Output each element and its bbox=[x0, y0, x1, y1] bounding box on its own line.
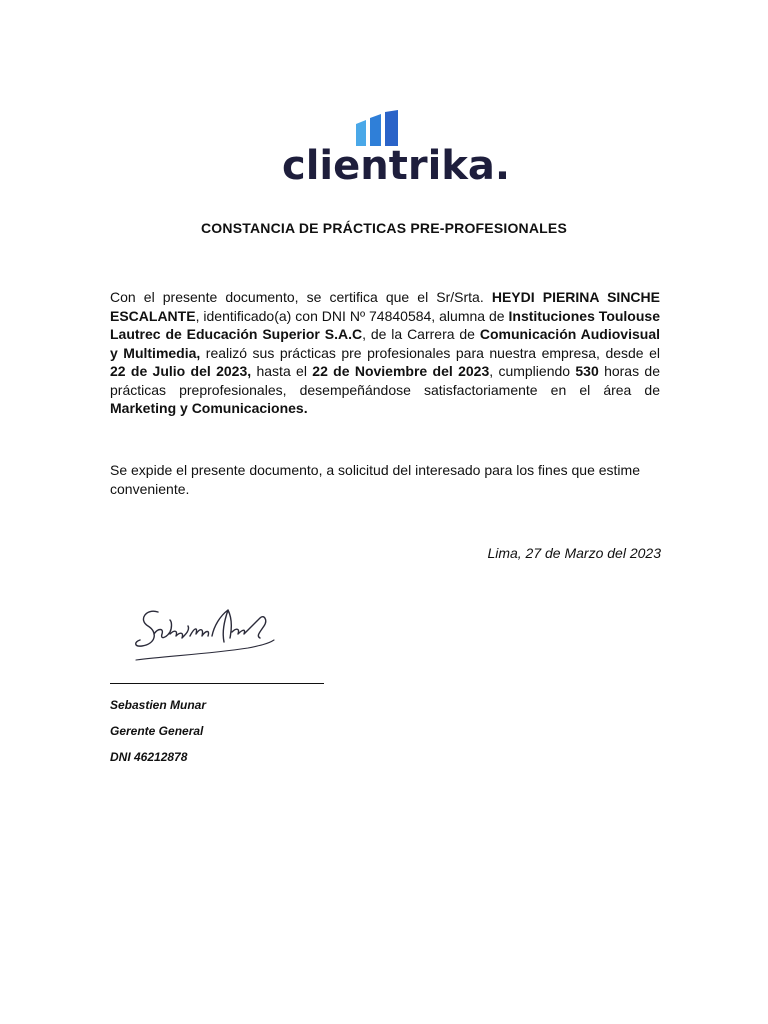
signer-role: Gerente General bbox=[110, 724, 204, 738]
text-id: , identificado(a) con DNI Nº 74840584, alumna de bbox=[195, 307, 509, 324]
logo-wordmark: clientrika. bbox=[282, 143, 511, 189]
text-fulfilling: , cumpliendo bbox=[489, 363, 576, 379]
bar-chart-logo-icon bbox=[354, 110, 402, 146]
text-intro: Con el presente documento, se certifica que el Sr/Srta. bbox=[110, 289, 492, 305]
text-career-intro: , de la Carrera de bbox=[362, 326, 480, 342]
work-area: Marketing y Comunicaciones. bbox=[110, 400, 308, 416]
handwritten-signature bbox=[128, 598, 278, 668]
signer-dni: DNI 46212878 bbox=[110, 750, 188, 764]
certification-paragraph bbox=[110, 288, 660, 418]
document-title: CONSTANCIA DE PRÁCTICAS PRE-PROFESIONALES bbox=[201, 220, 567, 236]
start-date: 22 de Julio del 2023, bbox=[110, 363, 252, 379]
hours-count: 530 bbox=[575, 363, 599, 379]
career-name: Comunicación Audiovisual y Multimedia, bbox=[110, 326, 660, 361]
text-practices: realizó sus prácticas pre profesionales para nuestra empresa, desde el bbox=[200, 344, 660, 361]
issuance-paragraph: Se expide el presente documento, a solicitud del interesado para los fines que estime conveniente. bbox=[110, 462, 640, 497]
signature-line bbox=[110, 673, 324, 684]
student-name: HEYDI PIERINA SINCHE ESCALANTE bbox=[110, 289, 660, 324]
company-logo bbox=[282, 108, 511, 192]
text-performance: horas de prácticas preprofesionales, desempeñándose satisfactoriamente en el área de bbox=[110, 363, 660, 398]
signer-name: Sebastien Munar bbox=[110, 698, 207, 712]
institution-name: Instituciones Toulouse Lautrec de Educación Superior S.A.C bbox=[110, 307, 660, 342]
text-until: hasta el bbox=[251, 363, 313, 379]
place-and-date: Lima, 27 de Marzo del 2023 bbox=[487, 545, 661, 561]
end-date: 22 de Noviembre del 2023 bbox=[312, 363, 490, 379]
